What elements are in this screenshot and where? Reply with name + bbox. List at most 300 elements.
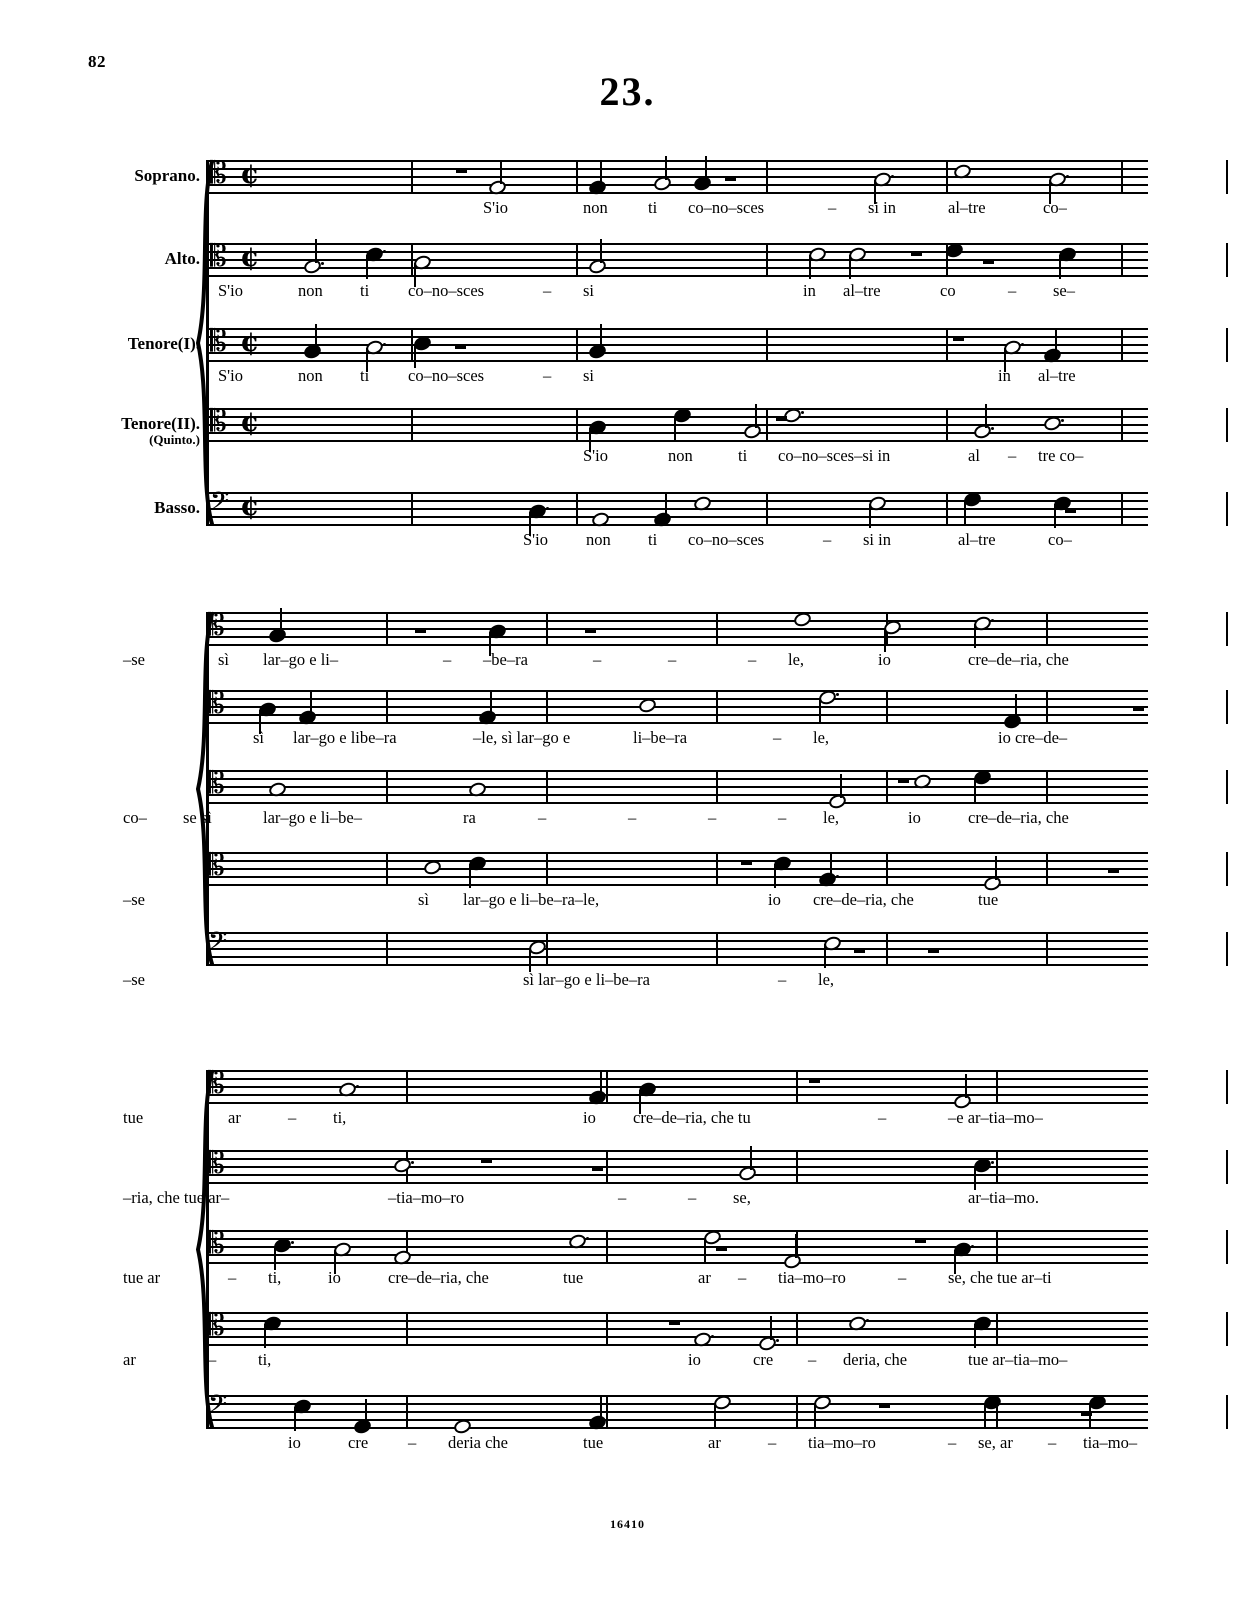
note-stem bbox=[294, 1407, 296, 1431]
barline bbox=[406, 1395, 408, 1429]
notehead bbox=[652, 510, 672, 528]
lyric-syllable: ar bbox=[228, 1108, 241, 1127]
staff-line bbox=[206, 1403, 1148, 1405]
lyric-syllable: non bbox=[668, 446, 693, 465]
part-label-name: Alto. bbox=[164, 249, 200, 268]
barline bbox=[546, 612, 548, 646]
rest bbox=[415, 628, 426, 633]
augmentation-dot bbox=[836, 693, 839, 696]
lyric-syllable: –ria, che tue ar– bbox=[123, 1188, 230, 1207]
lyric-syllable: – bbox=[948, 1433, 957, 1452]
lyric-syllable: al–tre bbox=[948, 198, 986, 217]
augmentation-dot bbox=[1066, 175, 1069, 178]
barline bbox=[386, 690, 388, 724]
note-stem bbox=[490, 690, 492, 714]
note-stem bbox=[995, 856, 997, 880]
lyric-syllable: –se bbox=[123, 890, 145, 909]
staff-line bbox=[206, 802, 1148, 804]
staff-line bbox=[206, 1427, 1148, 1429]
augmentation-dot bbox=[866, 1319, 869, 1322]
lyric-syllable: – bbox=[688, 1188, 697, 1207]
staff-line bbox=[206, 1262, 1148, 1264]
staff-line bbox=[206, 644, 1148, 646]
lyric-syllable: cre bbox=[348, 1433, 369, 1452]
notehead bbox=[392, 1248, 412, 1266]
rest bbox=[915, 1238, 926, 1243]
staff-line bbox=[206, 500, 1148, 502]
lyric-syllable: S'io bbox=[218, 281, 243, 300]
c-clef-icon: 𝄡 bbox=[208, 608, 225, 643]
lyric-syllable: tue bbox=[583, 1433, 604, 1452]
staff-line bbox=[206, 884, 1148, 886]
augmentation-dot bbox=[383, 250, 386, 253]
barline bbox=[576, 492, 578, 526]
note-stem bbox=[849, 255, 851, 279]
note-stem bbox=[714, 1403, 716, 1427]
barline bbox=[576, 160, 578, 194]
page-number: 82 bbox=[88, 52, 106, 71]
lyric-syllable: ti, bbox=[333, 1108, 347, 1127]
music-system-1 bbox=[88, 120, 1148, 550]
lyric-syllable: tue bbox=[123, 1108, 144, 1127]
staff-line bbox=[206, 1230, 1148, 1232]
barline bbox=[946, 328, 948, 362]
barline bbox=[766, 243, 768, 277]
c-clef-icon: 𝄡 bbox=[208, 1146, 225, 1181]
staff-line bbox=[206, 770, 1148, 772]
lyric-syllable: – bbox=[773, 728, 782, 747]
note-stem bbox=[600, 160, 602, 184]
f-clef-icon: 𝄢 bbox=[208, 1390, 228, 1425]
part-label-name: Soprano. bbox=[134, 166, 200, 185]
note-stem bbox=[600, 239, 602, 263]
staff-line bbox=[206, 778, 1148, 780]
barline bbox=[386, 770, 388, 804]
staff-line bbox=[206, 698, 1148, 700]
lyric-syllable: co bbox=[940, 281, 956, 300]
barline bbox=[796, 1395, 798, 1429]
time-signature: ¢ bbox=[240, 325, 260, 358]
lyric-syllable: –tia–mo–ro bbox=[388, 1188, 465, 1207]
notehead bbox=[952, 162, 972, 180]
staff-line bbox=[206, 1328, 1148, 1330]
staff-line bbox=[206, 336, 1148, 338]
lyric-syllable: S'io bbox=[483, 198, 508, 217]
note-stem bbox=[884, 628, 886, 652]
staff-line bbox=[206, 794, 1148, 796]
barline bbox=[996, 1230, 998, 1264]
staff-line bbox=[206, 1336, 1148, 1338]
staff-line bbox=[206, 1150, 1148, 1152]
barline bbox=[386, 612, 388, 646]
staff-line bbox=[206, 168, 1148, 170]
staff-line bbox=[206, 706, 1148, 708]
lyric-syllable: – bbox=[778, 970, 787, 989]
lyric-syllable: – bbox=[738, 1268, 747, 1287]
augmentation-dot bbox=[546, 507, 549, 510]
c-clef-icon: 𝄡 bbox=[208, 1226, 225, 1261]
lyric-syllable: co–no–sces bbox=[408, 366, 485, 385]
lyric-syllable: co– bbox=[1048, 530, 1072, 549]
lyric-syllable: – bbox=[828, 198, 837, 217]
rest bbox=[1133, 706, 1144, 711]
barline bbox=[886, 690, 888, 724]
note-stem bbox=[974, 778, 976, 802]
augmentation-dot bbox=[776, 1339, 779, 1342]
note-stem bbox=[280, 608, 282, 632]
barline bbox=[1046, 852, 1048, 886]
staff-line bbox=[206, 1344, 1148, 1346]
staff-line bbox=[206, 636, 1148, 638]
barline bbox=[606, 1070, 608, 1104]
staff-line bbox=[206, 1182, 1148, 1184]
barline bbox=[1046, 690, 1048, 724]
lyric-syllable: ar–tia–mo. bbox=[968, 1188, 1040, 1207]
lyric-syllable: ti bbox=[738, 446, 748, 465]
c-clef-icon: 𝄡 bbox=[210, 404, 227, 439]
staff-3 bbox=[206, 324, 1148, 362]
lyric-syllable: – bbox=[538, 808, 547, 827]
note-stem bbox=[366, 255, 368, 279]
note-stem bbox=[974, 1324, 976, 1348]
staff-line bbox=[206, 440, 1148, 442]
barline bbox=[766, 492, 768, 526]
note-stem bbox=[984, 1403, 986, 1427]
lyric-syllable: – bbox=[628, 808, 637, 827]
barline bbox=[606, 1150, 608, 1184]
note-stem bbox=[1059, 255, 1061, 279]
note-stem bbox=[830, 852, 832, 876]
note-stem bbox=[774, 864, 776, 888]
staff-5 bbox=[206, 487, 1148, 526]
staff-line bbox=[206, 508, 1148, 510]
lyric-syllable: lar–go e li–be–ra–le, bbox=[463, 890, 600, 909]
notehead bbox=[267, 780, 287, 798]
note-stem bbox=[665, 492, 667, 516]
staff-line bbox=[206, 1078, 1148, 1080]
staff-1 bbox=[206, 608, 1148, 646]
barline bbox=[1226, 1312, 1228, 1346]
plate-number: 16410 bbox=[610, 1517, 645, 1531]
lyric-syllable: se, ar bbox=[978, 1433, 1013, 1452]
lyric-syllable: sì lar–go e li–be–ra bbox=[523, 970, 650, 989]
notehead bbox=[817, 870, 837, 888]
augmentation-dot bbox=[586, 1237, 589, 1240]
note-stem bbox=[600, 1070, 602, 1094]
barline bbox=[1121, 328, 1123, 362]
note-stem bbox=[469, 864, 471, 888]
lyric-syllable: al–tre bbox=[1038, 366, 1076, 385]
barline bbox=[766, 328, 768, 362]
c-clef-icon: 𝄡 bbox=[208, 848, 225, 883]
lyric-syllable: si bbox=[583, 366, 595, 385]
barline bbox=[716, 690, 718, 724]
staff-1 bbox=[206, 1066, 1148, 1104]
note-stem bbox=[600, 324, 602, 348]
barline bbox=[1121, 408, 1123, 442]
lyric-syllable: S'io bbox=[523, 530, 548, 549]
lyric-syllable: ti, bbox=[258, 1350, 272, 1369]
barline bbox=[1226, 932, 1228, 966]
barline bbox=[796, 1312, 798, 1346]
lyric-syllable: –se bbox=[123, 970, 145, 989]
part-label-sub: (Quinto.) bbox=[149, 432, 200, 447]
staff-line bbox=[206, 408, 1148, 410]
music-system-3 bbox=[88, 1040, 1148, 1470]
note-stem bbox=[529, 948, 531, 972]
barline bbox=[1226, 408, 1228, 442]
rest bbox=[879, 1403, 890, 1408]
notehead bbox=[912, 772, 932, 790]
barline bbox=[996, 1312, 998, 1346]
note-stem bbox=[704, 1238, 706, 1262]
augmentation-dot bbox=[321, 262, 324, 265]
note-stem bbox=[315, 239, 317, 263]
notehead bbox=[477, 708, 497, 726]
rest bbox=[585, 628, 596, 633]
lyric-syllable: ti bbox=[360, 366, 370, 385]
barline bbox=[1226, 612, 1228, 646]
staff-line bbox=[206, 612, 1148, 614]
barline bbox=[386, 932, 388, 966]
barline bbox=[1121, 492, 1123, 526]
staff-line bbox=[206, 251, 1148, 253]
staff-line bbox=[206, 424, 1148, 426]
lyric-syllable: si in bbox=[863, 530, 891, 549]
lyric-syllable: – bbox=[288, 1108, 297, 1127]
note-stem bbox=[840, 774, 842, 798]
lyric-syllable: –e ar–tia–mo– bbox=[948, 1108, 1043, 1127]
note-stem bbox=[974, 1166, 976, 1190]
lyric-syllable: – bbox=[668, 650, 677, 669]
note-stem bbox=[264, 1324, 266, 1348]
staff-line bbox=[206, 786, 1148, 788]
note-stem bbox=[809, 255, 811, 279]
note-stem bbox=[819, 698, 821, 722]
augmentation-dot bbox=[971, 1245, 974, 1248]
note-stem bbox=[1055, 328, 1057, 352]
lyric-syllable: non bbox=[583, 198, 608, 217]
c-clef-icon: 𝄡 bbox=[210, 324, 227, 359]
barline bbox=[1226, 1070, 1228, 1104]
lyric-syllable: tue bbox=[563, 1268, 584, 1287]
note-stem bbox=[974, 624, 976, 648]
staff-line bbox=[206, 628, 1148, 630]
augmentation-dot bbox=[1061, 419, 1064, 422]
lyric-syllable: sì bbox=[218, 650, 230, 669]
notehead bbox=[1042, 346, 1062, 364]
time-signature: ¢ bbox=[240, 405, 260, 438]
barline bbox=[886, 852, 888, 886]
lyric-syllable: tia–mo–ro bbox=[778, 1268, 846, 1287]
staff-line bbox=[206, 259, 1148, 261]
lyric-syllable: – bbox=[768, 1433, 777, 1452]
augmentation-dot bbox=[1021, 343, 1024, 346]
c-clef-icon: 𝄡 bbox=[210, 239, 227, 274]
staff-line bbox=[206, 876, 1148, 878]
part-label-2 bbox=[165, 249, 200, 269]
lyric-syllable: tue ar–tia–mo– bbox=[968, 1350, 1068, 1369]
lyric-syllable: se, bbox=[733, 1188, 751, 1207]
barline bbox=[1226, 1395, 1228, 1429]
staff-line bbox=[206, 1419, 1148, 1421]
staff-line bbox=[206, 1312, 1148, 1314]
lyric-syllable: al–tre bbox=[958, 530, 996, 549]
rest bbox=[983, 259, 994, 264]
barline bbox=[716, 612, 718, 646]
barline bbox=[576, 328, 578, 362]
augmentation-dot bbox=[291, 1241, 294, 1244]
lyric-syllable: lar–go e libe–ra bbox=[293, 728, 397, 747]
lyric-syllable: – bbox=[208, 1350, 217, 1369]
barline bbox=[946, 160, 948, 194]
f-clef-icon: 𝄢 bbox=[210, 487, 230, 522]
staff-line bbox=[206, 1174, 1148, 1176]
staff-5 bbox=[206, 927, 1148, 966]
lyric-syllable: – bbox=[748, 650, 757, 669]
staff-line bbox=[206, 1158, 1148, 1160]
barline bbox=[886, 770, 888, 804]
staff-line bbox=[206, 948, 1148, 950]
staff-line bbox=[206, 267, 1148, 269]
lyric-syllable: li–be–ra bbox=[633, 728, 688, 747]
lyric-syllable: cre bbox=[753, 1350, 774, 1369]
rest bbox=[928, 948, 939, 953]
barline bbox=[796, 1150, 798, 1184]
note-stem bbox=[705, 156, 707, 180]
staff-line bbox=[206, 432, 1148, 434]
f-clef-icon: 𝄢 bbox=[208, 927, 228, 962]
staff-line bbox=[206, 1411, 1148, 1413]
barline bbox=[411, 408, 413, 442]
lyric-syllable: tia–mo– bbox=[1083, 1433, 1138, 1452]
augmentation-dot bbox=[991, 1161, 994, 1164]
lyric-syllable: al–tre bbox=[843, 281, 881, 300]
notehead bbox=[467, 780, 487, 798]
note-stem bbox=[1054, 504, 1056, 528]
rest bbox=[809, 1078, 820, 1083]
notehead bbox=[590, 510, 610, 528]
lyric-syllable: –le, sì lar–go e bbox=[473, 728, 571, 747]
notehead bbox=[487, 178, 507, 196]
lyric-syllable: io bbox=[328, 1268, 341, 1287]
barline bbox=[1226, 852, 1228, 886]
part-label-1 bbox=[134, 166, 200, 186]
lyric-syllable: – bbox=[1008, 446, 1017, 465]
notehead bbox=[692, 1330, 712, 1348]
lyric-syllable: –be–ra bbox=[483, 650, 528, 669]
lyric-syllable: io bbox=[688, 1350, 701, 1369]
staff-line bbox=[206, 184, 1148, 186]
rest bbox=[592, 1166, 603, 1171]
staff-5 bbox=[206, 1390, 1148, 1429]
lyric-syllable: io cre–de– bbox=[998, 728, 1068, 747]
barline bbox=[1226, 492, 1228, 526]
barline bbox=[546, 852, 548, 886]
lyric-syllable: io bbox=[908, 808, 921, 827]
lyric-syllable: tre co– bbox=[1038, 446, 1084, 465]
part-label-5 bbox=[154, 498, 200, 518]
lyric-syllable: se sì bbox=[183, 808, 212, 827]
note-stem bbox=[600, 1395, 602, 1419]
staff-line bbox=[206, 492, 1148, 494]
lyric-syllable: – bbox=[823, 530, 832, 549]
lyric-syllable: – bbox=[408, 1433, 417, 1452]
barline bbox=[716, 770, 718, 804]
lyric-syllable: tia–mo–ro bbox=[808, 1433, 876, 1452]
barline bbox=[606, 1312, 608, 1346]
part-label-name: Tenore(II). bbox=[121, 414, 200, 433]
note-stem bbox=[665, 156, 667, 180]
barline bbox=[766, 160, 768, 194]
note-stem bbox=[755, 404, 757, 428]
barline bbox=[796, 1070, 798, 1104]
rest bbox=[456, 168, 467, 173]
lyric-syllable: co– bbox=[1043, 198, 1067, 217]
lyric-syllable: le, bbox=[813, 728, 830, 747]
staff-line bbox=[206, 176, 1148, 178]
lyric-syllable: cre–de–ria, che bbox=[813, 890, 914, 909]
lyric-syllable: le, bbox=[788, 650, 805, 669]
note-stem bbox=[414, 344, 416, 368]
barline bbox=[766, 408, 768, 442]
notehead bbox=[337, 1080, 357, 1098]
barline bbox=[546, 690, 548, 724]
lyric-syllable: – bbox=[808, 1350, 817, 1369]
lyric-syllable: co–no–sces–si in bbox=[778, 446, 891, 465]
lyric-syllable: S'io bbox=[218, 366, 243, 385]
note-stem bbox=[965, 1074, 967, 1098]
lyric-syllable: al bbox=[968, 446, 980, 465]
barline bbox=[406, 1312, 408, 1346]
c-clef-icon: 𝄡 bbox=[208, 686, 225, 721]
lyric-syllable: in bbox=[803, 281, 816, 300]
barline bbox=[996, 1070, 998, 1104]
augmentation-dot bbox=[801, 411, 804, 414]
augmentation-dot bbox=[711, 1335, 714, 1338]
barline bbox=[1121, 243, 1123, 277]
barline bbox=[576, 408, 578, 442]
lyric-syllable: – bbox=[618, 1188, 627, 1207]
part-label-name: Tenore(I). bbox=[127, 334, 200, 353]
staff-line bbox=[206, 860, 1148, 862]
augmentation-dot bbox=[891, 175, 894, 178]
time-signature: ¢ bbox=[240, 489, 260, 522]
rest bbox=[669, 1320, 680, 1325]
lyric-syllable: io bbox=[288, 1433, 301, 1452]
rest bbox=[1065, 508, 1076, 513]
barline bbox=[946, 408, 948, 442]
piece-number-heading: 23. bbox=[599, 69, 656, 114]
rest bbox=[1081, 1411, 1092, 1416]
note-stem bbox=[1015, 694, 1017, 718]
lyric-syllable: ar bbox=[708, 1433, 721, 1452]
staff-line bbox=[206, 328, 1148, 330]
staff-line bbox=[206, 160, 1148, 162]
lyric-syllable: – bbox=[708, 808, 717, 827]
note-stem bbox=[770, 1316, 772, 1340]
lyric-syllable: – bbox=[1008, 281, 1017, 300]
staff-2 bbox=[206, 239, 1148, 277]
staff-line bbox=[206, 1070, 1148, 1072]
lyric-syllable: – bbox=[1048, 1433, 1057, 1452]
barline bbox=[1226, 1230, 1228, 1264]
staff-4 bbox=[206, 404, 1148, 442]
staff-line bbox=[206, 524, 1148, 526]
lyric-syllable: in bbox=[998, 366, 1011, 385]
c-clef-icon: 𝄡 bbox=[208, 766, 225, 801]
note-stem bbox=[985, 404, 987, 428]
